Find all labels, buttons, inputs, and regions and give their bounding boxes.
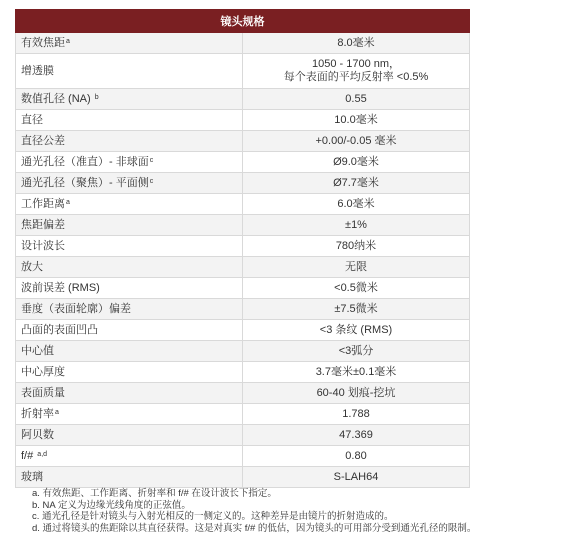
spec-label: [16, 131, 243, 152]
spec-label-text: 阿贝数: [21, 428, 54, 441]
spec-value: 0.55: [243, 89, 470, 110]
spec-label-text: 增透膜: [21, 64, 54, 77]
spec-label: [16, 89, 243, 110]
table-row: [16, 54, 470, 89]
table-row: [16, 446, 470, 467]
spec-label-text: 表面质量: [21, 386, 65, 399]
table-row: [16, 215, 470, 236]
table-row: [16, 131, 470, 152]
footnote-marker: c: [149, 177, 154, 185]
spec-value: <0.5微米: [243, 278, 470, 299]
table-row: [16, 278, 470, 299]
spec-value: 3.7毫米±0.1毫米: [243, 362, 470, 383]
spec-label: [16, 257, 243, 278]
spec-label: [16, 341, 243, 362]
table-row: [16, 362, 470, 383]
footnote-a: a. 有效焦距、工作距离、折射率和 f/# 在设计波长下指定。: [32, 488, 277, 499]
table-row: [16, 383, 470, 404]
spec-value: 无限: [243, 257, 470, 278]
spec-value: S-LAH64: [243, 467, 470, 488]
spec-label: [16, 173, 243, 194]
spec-label-text: 玻璃: [21, 470, 43, 483]
spec-label: [16, 320, 243, 341]
spec-label-text: 通光孔径（聚焦）- 平面侧: [21, 176, 149, 189]
spec-value: +0.00/-0.05 毫米: [243, 131, 470, 152]
spec-label: [16, 236, 243, 257]
table-row: [16, 89, 470, 110]
spec-value: Ø7.7毫米: [243, 173, 470, 194]
spec-label-text: 工作距离: [21, 197, 65, 210]
spec-label: [16, 110, 243, 131]
spec-value: 60-40 划痕-挖坑: [243, 383, 470, 404]
spec-label-text: 放大: [21, 260, 43, 273]
lens-spec-table: [15, 9, 470, 488]
spec-label: [16, 299, 243, 320]
footnote-marker: a: [66, 198, 70, 206]
footnotes: [32, 488, 572, 534]
spec-label-text: 通光孔径（准直）- 非球面: [21, 155, 149, 168]
spec-label: [16, 215, 243, 236]
spec-label-text: 中心厚度: [21, 365, 65, 378]
footnote-marker: a,d: [37, 450, 48, 458]
spec-label-text: f/#: [21, 449, 37, 462]
spec-label: [16, 33, 243, 54]
spec-label: [16, 362, 243, 383]
spec-value: ±1%: [243, 215, 470, 236]
spec-value: <3弧分: [243, 341, 470, 362]
spec-label-text: 设计波长: [21, 239, 65, 252]
spec-label-text: 直径公差: [21, 134, 65, 147]
spec-label: [16, 467, 243, 488]
table-row: [16, 341, 470, 362]
footnote-c: c. 通光孔径是针对镜头与入射光相反的一侧定义的。这种差异是由镜片的折射造成的。: [32, 511, 394, 522]
spec-value-line-1: 1050 - 1700 nm，: [311, 58, 401, 70]
spec-value: ±7.5微米: [243, 299, 470, 320]
spec-value: 47.369: [243, 425, 470, 446]
spec-label-text: 有效焦距: [21, 36, 65, 49]
table-row: [16, 425, 470, 446]
spec-value: <3 条纹 (RMS): [243, 320, 470, 341]
spec-label-text: 焦距偏差: [21, 218, 65, 231]
table-header-row: [16, 10, 470, 33]
spec-label: [16, 194, 243, 215]
footnote-marker: a: [55, 408, 59, 416]
spec-value: 10.0毫米: [243, 110, 470, 131]
spec-value: 0.80: [243, 446, 470, 467]
spec-label-text: 垂度（表面轮廓）偏差: [21, 302, 131, 315]
spec-label: [16, 404, 243, 425]
spec-label: [16, 383, 243, 404]
spec-label: [16, 278, 243, 299]
table-row: [16, 33, 470, 54]
spec-value: 1.788: [243, 404, 470, 425]
spec-label-text: 直径: [21, 113, 43, 126]
table-title: 镜头规格: [16, 10, 470, 33]
spec-value-line-2: 每个表面的平均反射率 <0.5%: [283, 71, 429, 83]
footnote-b: b. NA 定义为边缘光线角度的正弦值。: [32, 499, 191, 511]
table-row: [16, 299, 470, 320]
table-row: [16, 257, 470, 278]
table-row: [16, 173, 470, 194]
spec-label-text: 数值孔径 (NA): [21, 92, 94, 105]
footnote-marker: c: [149, 156, 154, 164]
spec-label: [16, 152, 243, 173]
table-row: [16, 152, 470, 173]
spec-label: [16, 425, 243, 446]
spec-value: Ø9.0毫米: [243, 152, 470, 173]
table-row: [16, 110, 470, 131]
table-row: [16, 467, 470, 488]
spec-label-text: 凸面的表面凹凸: [21, 323, 98, 336]
spec-value: 780纳米: [243, 236, 470, 257]
spec-label: [16, 54, 243, 89]
spec-label-text: 折射率: [21, 407, 54, 420]
spec-label: [16, 446, 243, 467]
spec-label-text: 波前误差 (RMS): [21, 281, 100, 294]
spec-value: [243, 54, 470, 89]
table-row: [16, 194, 470, 215]
footnote-d: d. 通过将镜头的焦距除以其直径获得。这是对真实 f/# 的低估，因为镜头的可用部分受到通光孔径的限制。: [32, 522, 477, 534]
spec-value: 8.0毫米: [243, 33, 470, 54]
spec-value: 6.0毫米: [243, 194, 470, 215]
table-row: [16, 404, 470, 425]
table-row: [16, 236, 470, 257]
spec-table-container: [15, 9, 470, 488]
table-row: [16, 320, 470, 341]
footnote-marker: b: [94, 93, 99, 101]
spec-label-text: 中心值: [21, 344, 54, 357]
footnote-marker: a: [66, 37, 70, 45]
